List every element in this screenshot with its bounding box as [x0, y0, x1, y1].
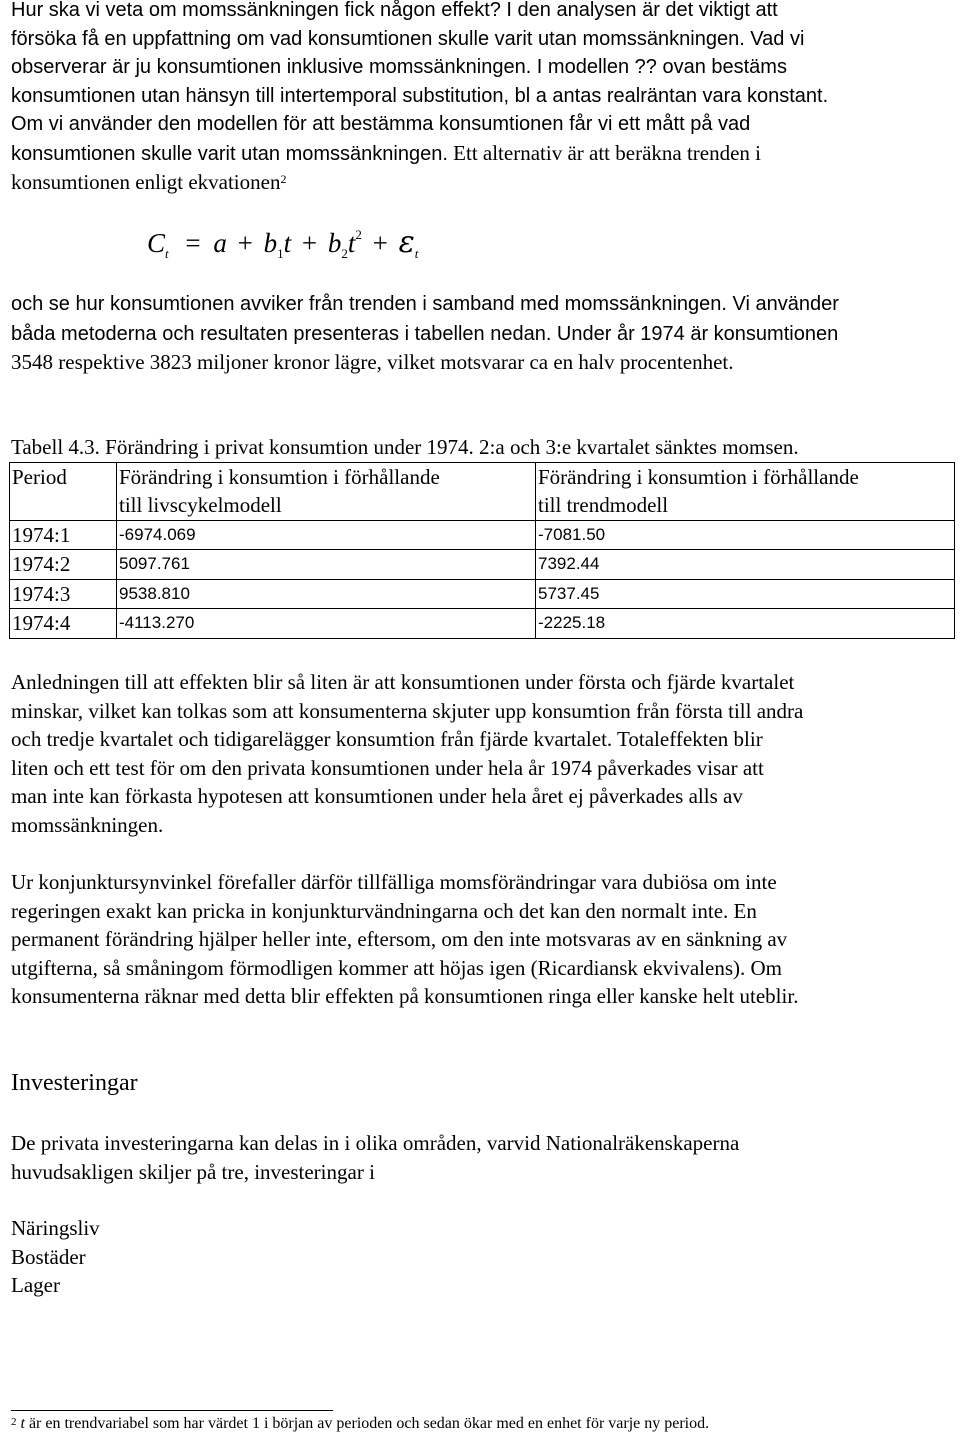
eq-t2: t	[347, 228, 356, 258]
cycle-line-2: regeringen exakt kan pricka in konjunkturvändningarna och det kan den normalt inte. En	[11, 898, 757, 923]
investment-line-2: huvudsakligen skiljer på tre, investeringar i	[11, 1159, 375, 1184]
eq-sub-t: t	[165, 246, 169, 261]
effect-line-3: och tredje kvartalet och tidigarelägger konsumtion från fjärde kvartalet. Totaleffekten blir	[11, 727, 763, 751]
effect-paragraph	[11, 668, 957, 839]
intro-line-6	[11, 139, 957, 169]
table-row	[10, 520, 955, 550]
row-trend-value: -7081.50	[536, 520, 955, 550]
method-paragraph	[11, 290, 957, 377]
table-caption: Tabell 4.3. Förändring i privat konsumtion under 1974. 2:a och 3:e kvartalet sänktes momsen.	[11, 435, 799, 459]
eq-b2: b	[327, 228, 342, 258]
header-lcm: Förändring i konsumtion i förhållande till livscykelmodell	[117, 462, 536, 520]
table-row	[10, 550, 955, 580]
intro-line-4: konsumtionen utan hänsyn till intertemporal substitution, bl a antas realräntan vara konstant.	[11, 84, 829, 107]
eq-plus-3: +	[372, 228, 388, 258]
eq-square: 2	[355, 227, 362, 242]
business-cycle-paragraph	[11, 868, 957, 1011]
table-header-row	[10, 462, 955, 520]
investment-paragraph	[11, 1129, 957, 1186]
intro-line-6-serif: Ett alternativ är att beräkna trenden i	[447, 140, 762, 165]
row-trend-value: -2225.18	[536, 609, 955, 639]
method-line-2: båda metoderna och resultaten presenteras i tabellen nedan. Under år 1974 är konsumtionen	[11, 322, 839, 345]
eq-plus-1: +	[237, 228, 253, 258]
list-item: Bostäder	[11, 1244, 86, 1269]
method-line-3: 3548 respektive 3823 miljoner kronor lägre, vilket motsvarar ca en halv procentenhet.	[11, 350, 734, 374]
intro-line-7-text: konsumtionen enligt ekvationen	[11, 170, 281, 194]
list-item: Näringsliv	[11, 1216, 100, 1240]
cycle-line-5: konsumenterna räknar med detta blir effekten på konsumtionen ringa eller kanske helt uteblir.	[11, 984, 799, 1008]
effect-line-5: man inte kan förkasta hypotesen att konsumtionen under hela året ej påverkades alls av	[11, 784, 743, 808]
intro-line-2: försöka få en uppfattning om vad konsumtionen skulle varit utan momssänkningen. Vad vi	[11, 27, 805, 50]
footnote-text: är en trendvariabel som har värdet 1 i början av perioden och sedan ökar med en enhet för varje ny period.	[24, 1415, 710, 1432]
eq-b1: b	[263, 228, 278, 258]
consumption-table	[9, 462, 955, 639]
intro-line-7	[11, 168, 957, 197]
row-period: 1974:1	[10, 520, 117, 550]
row-trend-value: 5737.45	[536, 579, 955, 609]
footnote-separator	[11, 1410, 333, 1411]
row-lcm-value: -6974.069	[117, 520, 536, 550]
effect-line-4: liten och ett test för om den privata konsumtionen under hela år 1974 påverkades visar att	[11, 755, 764, 780]
eq-sub-1: 1	[277, 246, 284, 261]
investment-list	[11, 1214, 100, 1300]
footnote-variable: t	[20, 1415, 25, 1432]
method-line-1: och se hur konsumtionen avviker från trenden i samband med momssänkningen. Vi använder	[11, 293, 839, 315]
header-trend: Förändring i konsumtion i förhållande till trendmodell	[536, 462, 955, 520]
row-lcm-value: -4113.270	[117, 609, 536, 639]
row-lcm-value: 5097.761	[117, 550, 536, 580]
footnote	[11, 1412, 709, 1436]
intro-line-6-sans: konsumtionen skulle varit utan momssänkningen.	[11, 142, 448, 165]
eq-epsilon: ε	[398, 225, 415, 260]
header-period: Period	[10, 462, 117, 520]
cycle-line-1: Ur konjunktursynvinkel förefaller därför tillfälliga momsförändringar vara dubiösa om inte	[11, 870, 777, 894]
row-period: 1974:3	[10, 579, 117, 609]
table-row	[10, 579, 955, 609]
cycle-line-4: utgifterna, så småningom förmodligen kommer att höjas igen (Ricardiansk ekvivalens). Om	[11, 955, 782, 980]
row-lcm-value: 9538.810	[117, 579, 536, 609]
intro-line-3: observerar är ju konsumtionen inklusive momssänkningen. I modellen ?? ovan bestäms	[11, 56, 787, 78]
intro-paragraph	[11, 0, 957, 197]
effect-line-6: momssänkningen.	[11, 812, 164, 837]
eq-plus-2: +	[301, 228, 318, 258]
section-heading: Investeringar	[11, 1070, 138, 1096]
table-row	[10, 609, 955, 639]
row-period: 1974:2	[10, 550, 117, 580]
eq-a: a	[213, 228, 227, 258]
eq-sub-t-2: t	[414, 246, 419, 261]
eq-t1: t	[283, 228, 292, 258]
trend-equation	[147, 225, 418, 260]
eq-equals: =	[185, 228, 201, 258]
footnote-reference: 2	[280, 172, 287, 186]
footnote-mark: 2	[11, 1416, 17, 1428]
row-period: 1974:4	[10, 609, 117, 639]
eq-sub-2: 2	[341, 246, 348, 261]
list-item: Lager	[11, 1273, 60, 1297]
cycle-line-3: permanent förändring hjälper heller inte, eftersom, om den inte motsvaras av en sänkning av	[11, 927, 788, 951]
effect-line-1: Anledningen till att effekten blir så liten är att konsumtionen under första och fjärde kvartalet	[11, 670, 795, 694]
effect-line-2: minskar, vilket kan tolkas som att konsumenterna skjuter upp konsumtion från första till andra	[11, 698, 804, 723]
table-block	[11, 433, 957, 639]
eq-C: C	[147, 228, 166, 258]
intro-line-1: Hur ska vi veta om momssänkningen fick någon effekt? I den analysen är det viktigt att	[11, 0, 778, 21]
intro-line-5: Om vi använder den modellen för att bestämma konsumtionen får vi ett mått på vad	[11, 113, 751, 135]
investment-line-1: De privata investeringarna kan delas in i olika områden, varvid Nationalräkenskaperna	[11, 1131, 740, 1155]
row-trend-value: 7392.44	[536, 550, 955, 580]
